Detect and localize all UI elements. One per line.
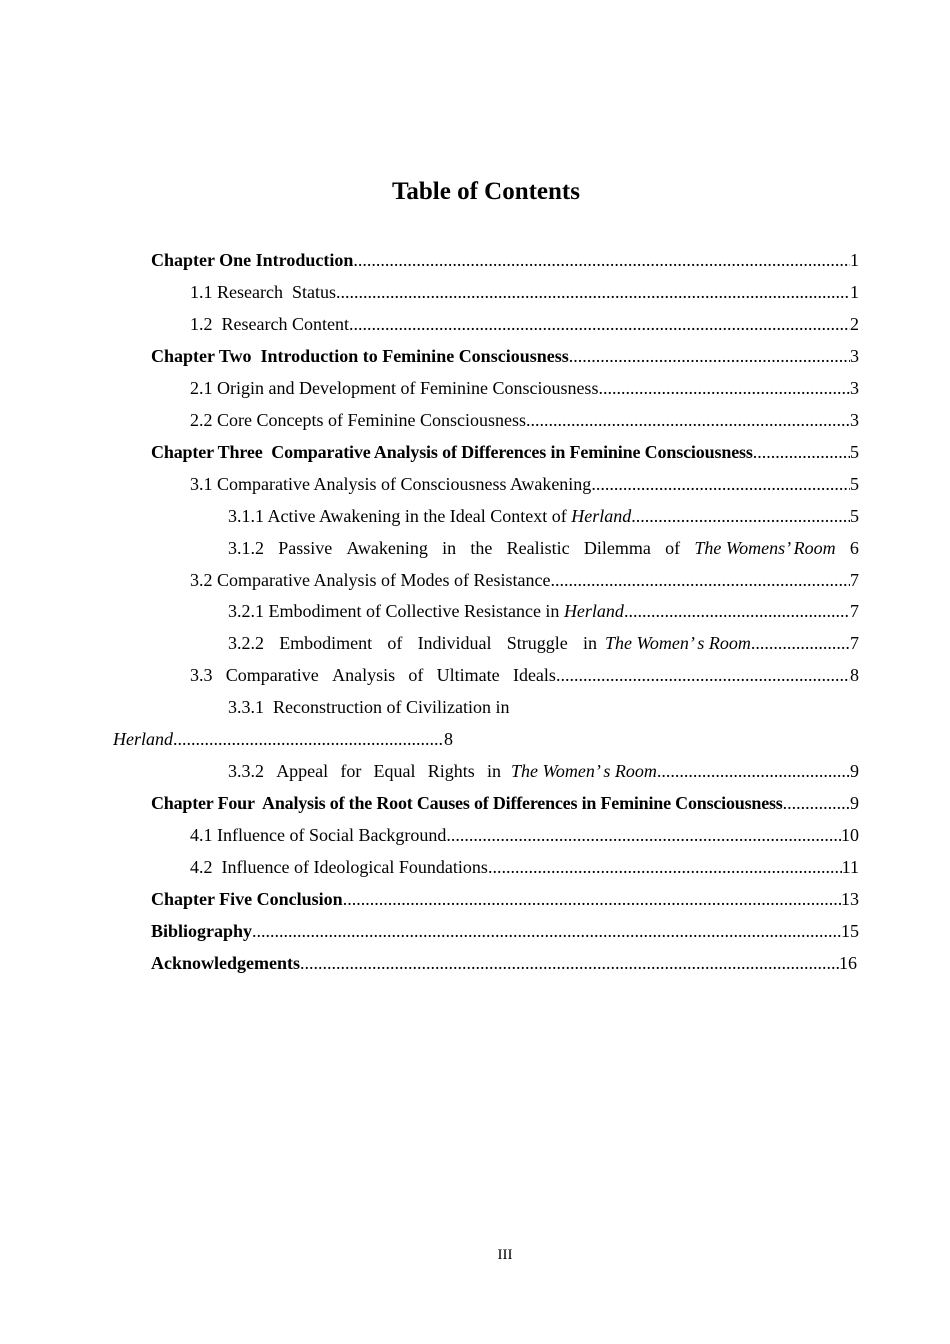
dot-leader	[252, 919, 841, 943]
toc-entry-word: 3.3	[190, 665, 213, 685]
toc-page-number: 13	[841, 889, 859, 909]
toc-entry-word: Individual	[417, 633, 492, 653]
toc-entry-3-1-1[interactable]	[228, 504, 859, 528]
toc-page-number: 6	[849, 538, 859, 558]
toc-entry-2-1[interactable]	[190, 376, 859, 400]
toc-entry-label: 3.1 Comparative Analysis of Consciousness Awakening	[190, 474, 592, 494]
toc-entry-label: Chapter Three Comparative Analysis of Differences in Feminine Consciousness	[151, 442, 753, 462]
toc-entry-3-2[interactable]	[190, 568, 859, 592]
dot-leader	[550, 568, 850, 592]
toc-entry-word: Appeal	[276, 761, 329, 781]
toc-entry-label: 1.2 Research Content	[190, 314, 349, 334]
toc-entry-label: Chapter One Introduction	[151, 250, 354, 270]
toc-page-number: 3	[850, 410, 859, 430]
toc-entry-chapter-four[interactable]	[151, 791, 859, 815]
dot-leader	[343, 887, 841, 911]
toc-entry-label: 4.2 Influence of Ideological Foundations	[190, 857, 488, 877]
toc-page-number: 7	[850, 601, 859, 621]
dot-leader	[173, 727, 444, 751]
toc-page-number: 9	[850, 761, 859, 781]
toc-entry-3-1-2[interactable]	[228, 536, 859, 560]
toc-entry-word: Ideals	[512, 665, 556, 685]
toc-entry-bibliography[interactable]	[151, 919, 859, 943]
toc-page-number: 2	[850, 314, 859, 334]
page-title: Table of Contents	[392, 178, 580, 205]
toc-entry-word: Rights	[427, 761, 475, 781]
dot-leader	[446, 823, 841, 847]
toc-entry-word: Analysis	[332, 665, 396, 685]
toc-entry-italic-title: Herland	[563, 601, 624, 621]
toc-entry-word: Passive	[278, 538, 333, 558]
toc-entry-3-3-2[interactable]	[228, 759, 859, 783]
dot-leader	[569, 344, 850, 368]
toc-page-number: 3	[850, 346, 859, 366]
toc-entry-2-2[interactable]	[190, 408, 859, 432]
toc-entry-label: 2.2 Core Concepts of Feminine Consciousness	[190, 410, 526, 430]
toc-page-number: 11	[841, 857, 859, 877]
toc-entry-word: Comparative	[225, 665, 319, 685]
toc-page-number: 1	[850, 250, 859, 270]
toc-entry-italic-title: Herland	[571, 506, 632, 526]
toc-entry-word: 3.1.2	[228, 538, 264, 558]
toc-entry-italic-title: The Womens’ Room	[694, 538, 836, 558]
toc-entry-label: Chapter Four Analysis of the Root Causes of Differences in Feminine Consciousness	[151, 793, 783, 813]
dot-leader	[783, 791, 850, 815]
toc-entry-chapter-five[interactable]	[151, 887, 859, 911]
toc-entry-word: of	[387, 633, 403, 653]
toc-entry-italic-title: Herland	[113, 729, 173, 749]
toc-entry-label: 2.1 Origin and Development of Feminine Consciousness	[190, 378, 599, 398]
toc-entry-word: Realistic	[506, 538, 570, 558]
dot-leader	[657, 759, 850, 783]
toc-entry-word: Ultimate	[436, 665, 500, 685]
toc-entry-italic-title: The Women’ s Room	[511, 761, 657, 781]
toc-entry-1-1[interactable]	[190, 280, 859, 304]
toc-entry-word: of	[408, 665, 424, 685]
toc-entry-1-2[interactable]	[190, 312, 859, 336]
toc-entry-acknowledgements[interactable]	[151, 951, 857, 975]
toc-entry-3-1[interactable]	[190, 472, 859, 496]
toc-entry-word: in	[582, 633, 597, 653]
toc-entry-label: Bibliography	[151, 921, 253, 941]
toc-entry-word: Equal	[373, 761, 416, 781]
toc-entry-label: Chapter Two Introduction to Feminine Consciousness	[151, 346, 569, 366]
toc-page-number: 9	[850, 793, 859, 813]
toc-page-number: 5	[850, 474, 859, 494]
toc-entry-word: 3.2.2	[228, 633, 264, 653]
dot-leader	[598, 376, 850, 400]
toc-entry-word: Embodiment	[279, 633, 373, 653]
toc-entry-word: the	[470, 538, 493, 558]
dot-leader	[753, 440, 850, 464]
toc-page-number: 15	[841, 921, 859, 941]
toc-entry-word: in	[442, 538, 457, 558]
toc-entry-words	[228, 759, 501, 783]
toc-entry-3-3-1-continued[interactable]	[113, 727, 453, 751]
toc-page-number: 3	[850, 378, 859, 398]
toc-entry-4-2[interactable]	[190, 855, 859, 879]
toc-entry-label: 3.2 Comparative Analysis of Modes of Resistance	[190, 570, 551, 590]
dot-leader	[631, 504, 850, 528]
toc-page-number: 5	[850, 442, 859, 462]
toc-page-number: 5	[850, 506, 859, 526]
toc-entry-label: Acknowledgements	[151, 953, 300, 973]
toc-entry-chapter-one[interactable]	[151, 248, 859, 272]
dot-leader	[556, 663, 850, 687]
dot-leader	[526, 408, 850, 432]
toc-page-number: 16	[839, 953, 857, 973]
toc-entry-word: Awakening	[346, 538, 428, 558]
toc-page-number: 10	[841, 825, 859, 845]
toc-entry-label: 3.1.1 Active Awakening in the Ideal Context of	[228, 506, 572, 526]
toc-entry-label: 4.1 Influence of Social Background	[190, 825, 447, 845]
toc-entry-label: Chapter Five Conclusion	[151, 889, 343, 909]
toc-entry-3-2-1[interactable]	[228, 599, 859, 623]
toc-entry-word: for	[340, 761, 362, 781]
toc-page-number: 8	[850, 665, 859, 685]
toc-page-number: 7	[850, 570, 859, 590]
toc-entry-word: of	[665, 538, 681, 558]
toc-page-number: 7	[850, 633, 859, 653]
toc-page-number: 1	[850, 282, 859, 302]
toc-page-number: 8	[444, 729, 453, 749]
toc-entry-label: 1.1 Research Status	[190, 282, 336, 302]
toc-entry-3-3-1[interactable]: 3.3.1 Reconstruction of Civilization in	[228, 697, 510, 717]
toc-entry-3-3[interactable]	[190, 663, 859, 687]
dot-leader	[591, 472, 850, 496]
toc-entry-label: 3.2.1 Embodiment of Collective Resistance in	[228, 601, 564, 621]
toc-entry-word: in	[486, 761, 501, 781]
toc-entry-italic-title: The Women’ s Room	[605, 633, 751, 653]
toc-entry-chapter-two[interactable]	[151, 344, 859, 368]
dot-leader	[349, 312, 850, 336]
page-footer-number: III	[497, 1247, 513, 1263]
dot-leader	[353, 248, 850, 272]
toc-entry-word: 3.3.2	[228, 761, 264, 781]
toc-entry-word: Dilemma	[583, 538, 651, 558]
dot-leader	[488, 855, 842, 879]
dot-leader	[624, 599, 850, 623]
toc-entry-chapter-three[interactable]	[151, 440, 859, 464]
toc-entry-words	[190, 663, 556, 687]
dot-leader	[300, 951, 839, 975]
toc-entry-4-1[interactable]	[190, 823, 859, 847]
toc-entry-word: Struggle	[506, 633, 568, 653]
toc-entry-words	[228, 631, 597, 655]
toc-entry-3-2-2[interactable]	[228, 631, 859, 655]
dot-leader	[751, 631, 850, 655]
dot-leader	[336, 280, 850, 304]
